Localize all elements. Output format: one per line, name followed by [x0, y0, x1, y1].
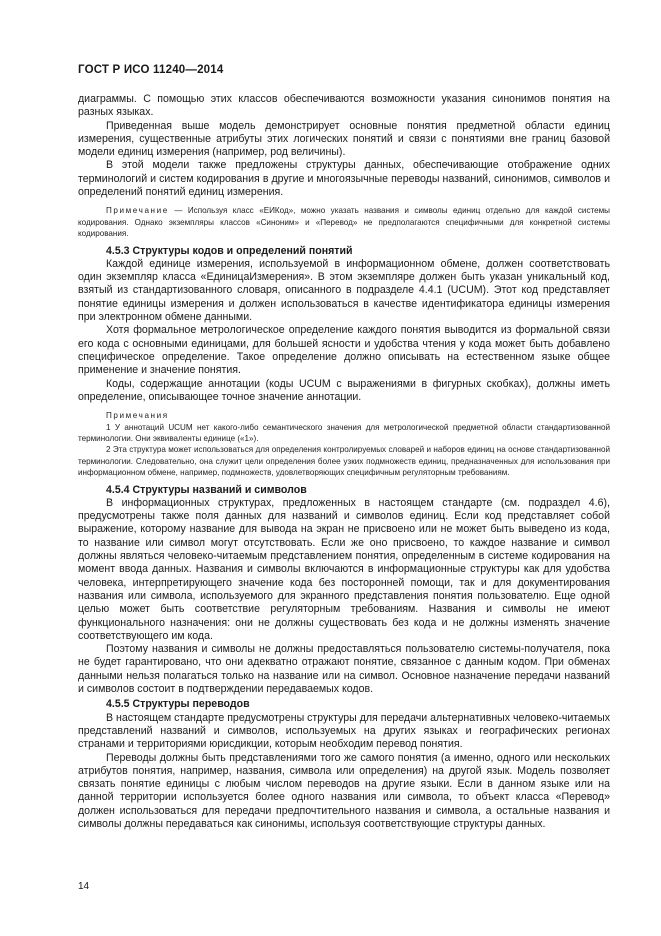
- note: 1 У аннотаций UCUM нет какого-либо семантического значения для метрологической предметной области стандартизованной терминологии. Они эквиваленты единице («1»).: [78, 422, 610, 443]
- page-number: 14: [78, 881, 90, 892]
- notes-label: Примечания: [106, 411, 169, 421]
- paragraph: Приведенная выше модель демонстрирует основные понятия предметной области единиц измерения, существенные атрибуты этих логических понятий и связи с понятиями вне границ базовой модели единиц измерения (например, род величины).: [78, 119, 610, 159]
- paragraph: Переводы должны быть представлениями того же самого понятия (а именно, одного или нескольких атрибутов понятия, например, названия, символа или определения) на другой язык. Модель позволяет связать понятие единицы с любым числом переводов на другие языки. Если в данном языке или на данной территории используется более одного названия или символа, то объект класса «Перевод» должен использоваться для передачи предпочтительного названия и символа, а остальные названия и символы должны передаваться как синонимы, используя соответствующие структуры данных.: [78, 751, 610, 831]
- paragraph: Хотя формальное метрологическое определение каждого понятия выводится из формальной связи его кода с основными единицами, для большей ясности и удобства чтения у кода может быть добавлено специфическое определение. Такое определение должно описывать на естественном языке общее применение и значение понятия.: [78, 324, 610, 377]
- paragraph: В информационных структурах, предложенных в настоящем стандарте (см. подраздел 4.6), предусмотрены также поля данных для названий и символов единиц. Если код представляет собой выражение, которому название для вывода на экран не присвоено или не может быть выведено из кода, то название или символ могут отсутствовать. Если же оно присвоено, то каждое название и символ должны являться человеко-читаемым представлением понятия, определенным в системе кодирования на момент ввода данных. Названия и символы включаются в информационные структуры как для удобства человека, интерпретирующего значение кода без посторонней помощи, так и для документирования названия или символа, используемого для экранного представления понятия пользователю. Еще одной целью может быть соответствие регуляторным требованиям. Названия и символы не имеют функционального назначения: они не должны существовать без кода и не должны изменять значение соответствующего им кода.: [78, 496, 610, 642]
- page-header: ГОСТ Р ИСО 11240—2014: [78, 64, 224, 76]
- note: 2 Эта структура может использоваться для определения контролируемых словарей и наборов единиц на основе стандартизованной терминологии. Следовательно, она служит цели определения более узких подмножеств единиц, предназначенных для использования при информационном обмене, например, подмножеств, удовлетворяющих специфичным регуляторным требованиям.: [78, 445, 610, 478]
- paragraph: Коды, содержащие аннотации (коды UCUM с выражениями в фигурных скобках), должны иметь определение, описывающее точное значение аннотации.: [78, 377, 610, 403]
- page-body: [78, 93, 610, 831]
- section-heading-4-5-5: 4.5.5 Структуры переводов: [106, 698, 250, 711]
- paragraph: Поэтому названия и символы не должны предоставляться пользователю системы-получателя, пока не будет гарантировано, что они адекватно отражают понятие, связанное с данным кодом. При обменах данными нельзя полагаться только на название или на символ. Основное назначение передачи названий и символов состоит в подтверждении передаваемых кодов.: [78, 643, 610, 696]
- note-text: — Используя класс «ЕИКод», можно указать названия и символы единиц отдельно для каждой системы кодирования. Однако экземпляры классов «Синоним» и «Перевод» не предполагаются специфичными для конкретной системы кодирования.: [78, 206, 610, 239]
- paragraph: диаграммы. С помощью этих классов обеспечиваются возможности указания синонимов понятия на разных языках.: [78, 93, 610, 119]
- paragraph: В настоящем стандарте предусмотрены структуры для передачи альтернативных человеко-читаемых представлений названий и символов, используемых на других языках и географических регионах странами и территориями юрисдикции, которым необходим перевод понятия.: [78, 711, 611, 751]
- paragraph: В этой модели также предложены структуры данных, обеспечивающие отображение одних терминологий и систем кодирования в другие и многоязычные переводы названий, синонимов, символов и определений понятий единиц измерения.: [78, 159, 610, 199]
- section-heading-4-5-3: 4.5.3 Структуры кодов и определений понятий: [106, 244, 353, 257]
- paragraph: Каждой единице измерения, используемой в информационном обмене, должен соответствовать один экземпляр класса «ЕдиницаИзмерения». В этом экземпляре должен быть указан уникальный код, взятый из стандартизованного словаря, описанного в подразделе 4.4.1 (UCUM). Этот код представляет понятие единицы измерения и должен использоваться в качестве идентификатора единицы измерения при электронном обмене данными.: [78, 257, 610, 324]
- section-heading-4-5-4: 4.5.4 Структуры названий и символов: [106, 483, 307, 496]
- note: [78, 205, 610, 239]
- note-label: Примечание: [106, 206, 169, 216]
